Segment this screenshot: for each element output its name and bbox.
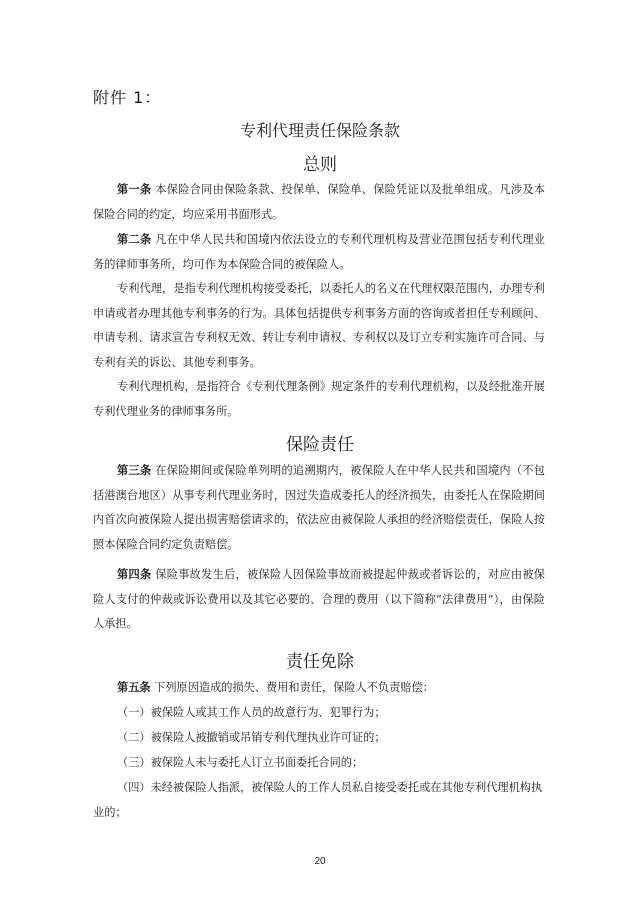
article-3 [93, 459, 545, 557]
attachment-label: 附件 1： [93, 88, 162, 107]
article-label: 第一条 [117, 183, 152, 196]
article-2 [93, 228, 545, 277]
exemption-item-4: （四）未经被保险人指派，被保险人的工作人员私自接受委托或在其他专利代理机构执业的； [93, 781, 543, 819]
article-1 [93, 178, 545, 227]
section-heading-liability: 保险责任 [286, 435, 354, 455]
article-text: 保险事故发生后，被保险人因保险事故而被提起仲裁或者诉讼的，对应由被保险人支付的仲裁或诉讼费用以及其它必要的、合理的费用（以下简称“法律费用”），由保险人承担。 [93, 568, 545, 630]
paragraph-definition-agency-institution: 专利代理机构，是指符合《专利代理条例》规定条件的专利代理机构，以及经批准开展专利代理业务的律师事务所。 [93, 380, 545, 418]
article-label: 第四条 [117, 568, 152, 581]
article-5 [93, 676, 545, 701]
article-text: 下列原因造成的损失、费用和责任，保险人不负责赔偿： [150, 681, 434, 694]
article-label: 第三条 [117, 464, 152, 477]
exemption-item-3: （三）被保险人未与委托人订立书面委托合同的； [117, 756, 364, 769]
article-text: 本保险合同由保险条款、投保单、保险单、保险凭证以及批单组成。凡涉及本保险合同的约定，均应采用书面形式。 [93, 183, 545, 221]
exemption-item-2: （二）被保险人被撤销或吊销专利代理执业许可证的； [117, 731, 386, 744]
article-4 [93, 563, 545, 637]
exemption-item-1: （一）被保险人或其工作人员的故意行为、犯罪行为； [117, 706, 386, 719]
article-label: 第五条 [117, 681, 151, 694]
section-heading-exemption: 责任免除 [286, 652, 354, 672]
article-label: 第二条 [117, 233, 152, 246]
section-heading-general: 总则 [303, 155, 337, 175]
paragraph-definition-patent-agency: 专利代理，是指专利代理机构接受委托，以委托人的名义在代理权限范围内，办理专利申请或者办理其他专利事务的行为。具体包括提供专利事务方面的咨询或者担任专利顾问、申请专利、请求宣告专利权无效、转让专利申请权、专利权以及订立专利实施许可合同、与专利有关的诉讼、其他专利事务。 [93, 282, 545, 369]
document-title: 专利代理责任保险条款 [239, 121, 400, 140]
article-text: 凡在中华人民共和国境内依法设立的专利代理机构及营业范围包括专利代理业务的律师事务所，均可作为本保险合同的被保险人。 [93, 233, 545, 271]
page-number: 20 [314, 856, 326, 867]
article-text: 在保险期间或保险单列明的追溯期内，被保险人在中华人民共和国境内（不包括港澳台地区）从事专利代理业务时，因过失造成委托人的经济损失，由委托人在保险期间内首次向被保险人提出损害赔偿请求的，依法应由被保险人承担的经济赔偿责任，保险人按照本保险合同约定负责赔偿。 [93, 464, 545, 551]
